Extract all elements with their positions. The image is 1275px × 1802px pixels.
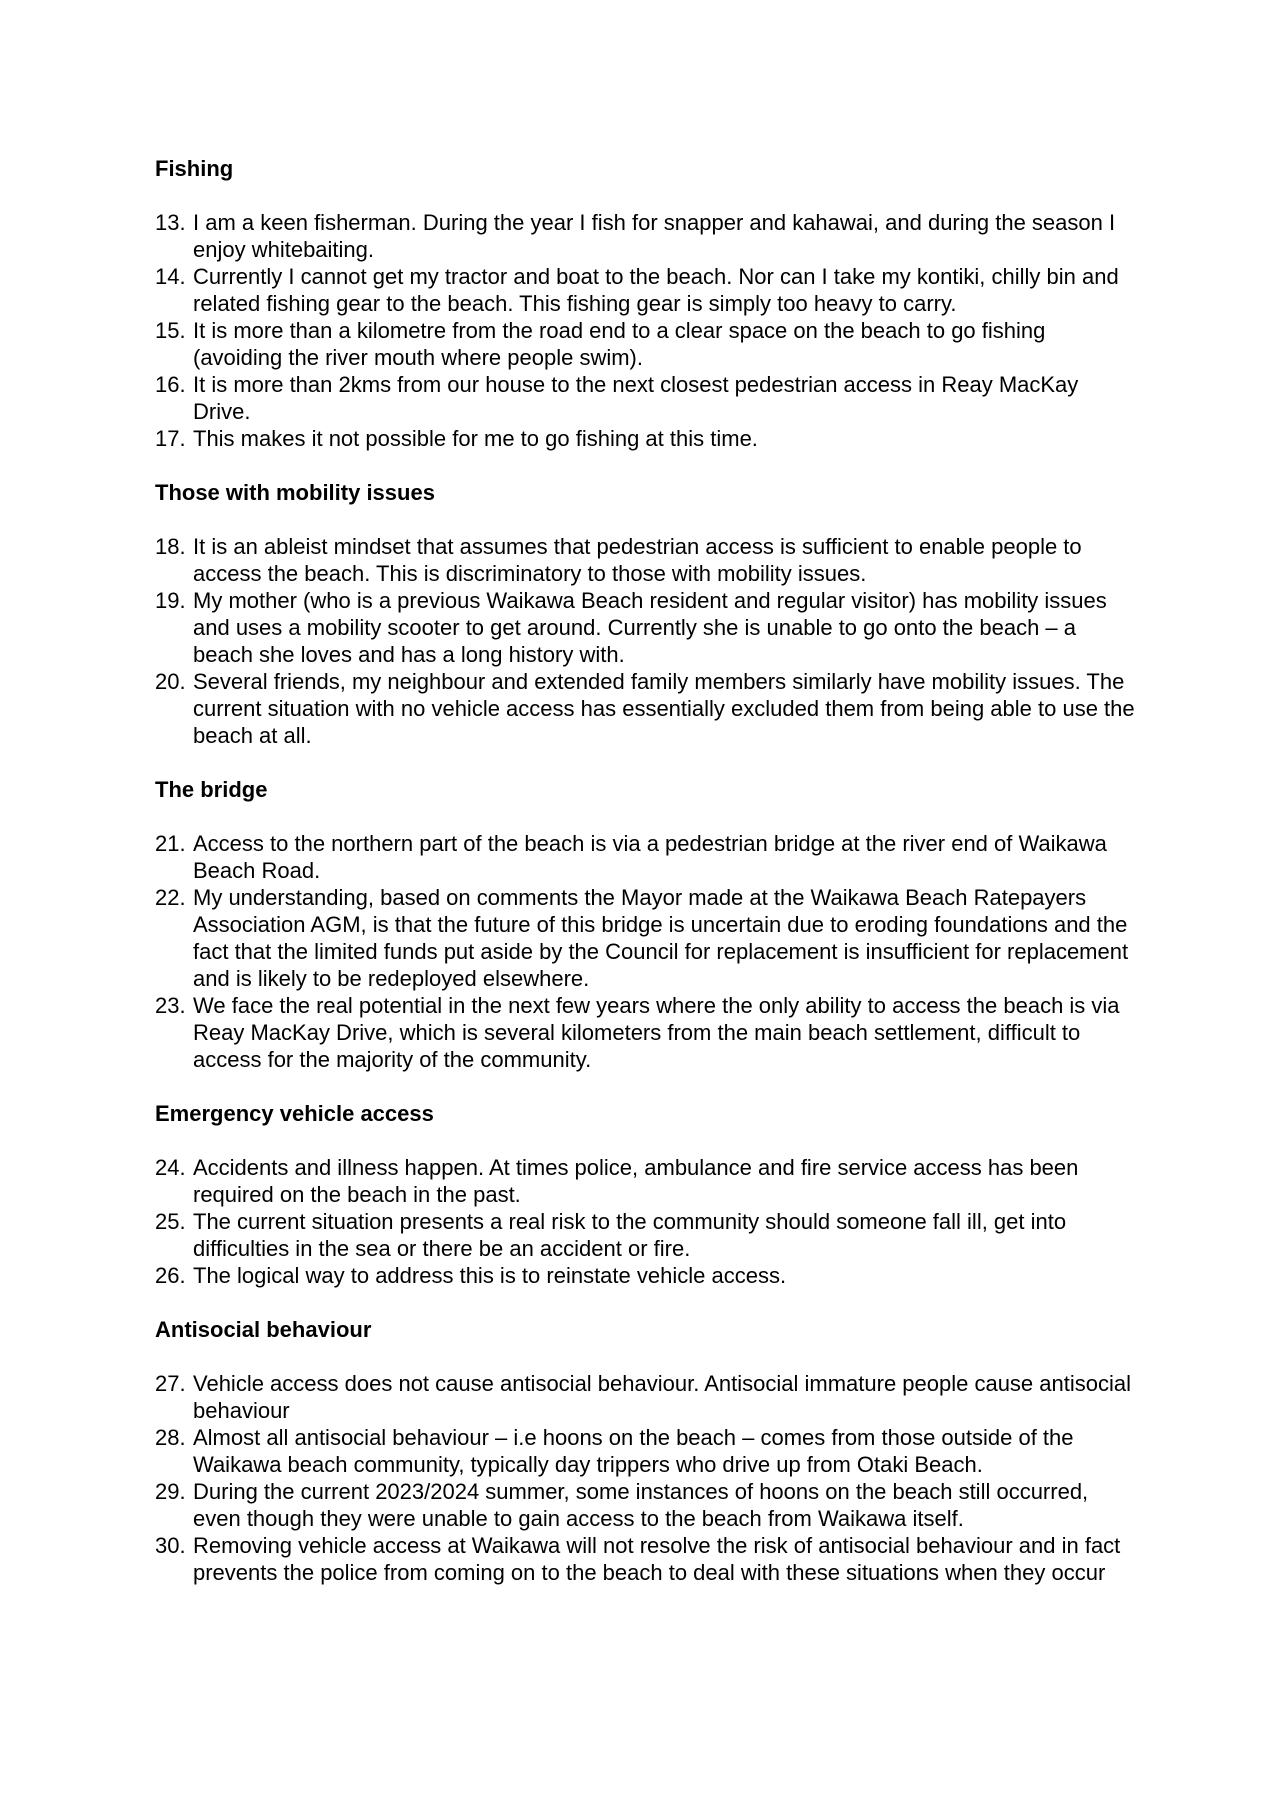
list-item: [155, 317, 1135, 371]
item-number: 15.: [155, 318, 186, 343]
item-number: 13.: [155, 210, 186, 235]
list-item: [155, 209, 1135, 263]
section-heading: Antisocial behaviour: [155, 1317, 372, 1342]
item-text: The current situation presents a real risk to the community should someone fall ill, get into difficulties in the sea or there be an accident or fire.: [193, 1209, 1067, 1261]
item-number: 26.: [155, 1263, 186, 1288]
list-item: [155, 884, 1135, 992]
item-number: 21.: [155, 831, 186, 856]
document-section: [155, 776, 1135, 1073]
section-heading: Those with mobility issues: [155, 480, 435, 505]
list-item: [155, 992, 1135, 1073]
item-number: 29.: [155, 1479, 186, 1504]
item-text: I am a keen fisherman. During the year I fish for snapper and kahawai, and during the season I enjoy whitebaiting.: [193, 210, 1116, 262]
numbered-list: [155, 209, 1135, 452]
document-section: [155, 155, 1135, 452]
section-heading: The bridge: [155, 777, 268, 802]
item-number: 16.: [155, 372, 186, 397]
section-heading: Emergency vehicle access: [155, 1101, 434, 1126]
list-item: [155, 425, 1135, 452]
list-item: [155, 1154, 1135, 1208]
item-number: 19.: [155, 588, 186, 613]
item-text: The logical way to address this is to reinstate vehicle access.: [193, 1263, 787, 1288]
item-number: 17.: [155, 426, 186, 451]
item-text: Accidents and illness happen. At times police, ambulance and fire service access has been required on the beach in the past.: [193, 1155, 1079, 1207]
numbered-list: [155, 533, 1135, 749]
numbered-list: [155, 1154, 1135, 1289]
item-number: 23.: [155, 993, 186, 1018]
item-number: 24.: [155, 1155, 186, 1180]
document-section: [155, 1100, 1135, 1289]
numbered-list: [155, 1370, 1135, 1586]
list-item: [155, 587, 1135, 668]
item-text: Vehicle access does not cause antisocial behaviour. Antisocial immature people cause antisocial behaviour: [193, 1371, 1131, 1423]
list-item: [155, 1478, 1135, 1532]
list-item: [155, 668, 1135, 749]
item-number: 20.: [155, 669, 186, 694]
list-item: [155, 1208, 1135, 1262]
list-item: [155, 371, 1135, 425]
item-text: It is more than 2kms from our house to the next closest pedestrian access in Reay MacKay Drive.: [193, 372, 1079, 424]
item-number: 27.: [155, 1371, 186, 1396]
item-text: Access to the northern part of the beach is via a pedestrian bridge at the river end of Waikawa Beach Road.: [193, 831, 1107, 883]
item-number: 28.: [155, 1425, 186, 1450]
item-text: My understanding, based on comments the Mayor made at the Waikawa Beach Ratepayers Association AGM, is that the future of this bridge is uncertain due to eroding foundations and the fact that the limited funds put aside by the Council for replacement is insufficient for replacement and is likely to be redeployed elsewhere.: [193, 885, 1129, 991]
item-text: Removing vehicle access at Waikawa will not resolve the risk of antisocial behaviour and in fact prevents the police from coming on to the beach to deal with these situations when they occur: [193, 1533, 1121, 1585]
item-text: Currently I cannot get my tractor and boat to the beach. Nor can I take my kontiki, chilly bin and related fishing gear to the beach. This fishing gear is simply too heavy to carry.: [193, 264, 1119, 316]
list-item: [155, 533, 1135, 587]
document-section: [155, 479, 1135, 749]
item-text: During the current 2023/2024 summer, some instances of hoons on the beach still occurred, even though they were unable to gain access to the beach from Waikawa itself.: [193, 1479, 1089, 1531]
document-body: [155, 155, 1135, 1613]
item-number: 30.: [155, 1533, 186, 1558]
item-text: It is more than a kilometre from the road end to a clear space on the beach to go fishing (avoiding the river mouth where people swim).: [193, 318, 1046, 370]
item-text: This makes it not possible for me to go fishing at this time.: [193, 426, 758, 451]
list-item: [155, 830, 1135, 884]
list-item: [155, 1424, 1135, 1478]
item-text: We face the real potential in the next few years where the only ability to access the beach is via Reay MacKay Drive, which is several kilometers from the main beach settlement, difficult to access for the majority of the community.: [193, 993, 1120, 1072]
document-section: [155, 1316, 1135, 1586]
section-heading: Fishing: [155, 156, 234, 181]
list-item: [155, 1370, 1135, 1424]
item-text: Several friends, my neighbour and extended family members similarly have mobility issues. The current situation with no vehicle access has essentially excluded them from being able to use the beach at all.: [193, 669, 1135, 748]
list-item: [155, 1262, 1135, 1289]
item-number: 14.: [155, 264, 186, 289]
item-text: My mother (who is a previous Waikawa Beach resident and regular visitor) has mobility issues and uses a mobility scooter to get around. Currently she is unable to go onto the beach – a beach she loves and has a long history with.: [193, 588, 1107, 667]
item-number: 18.: [155, 534, 186, 559]
item-text: Almost all antisocial behaviour – i.e hoons on the beach – comes from those outside of the Waikawa beach community, typically day trippers who drive up from Otaki Beach.: [193, 1425, 1074, 1477]
numbered-list: [155, 830, 1135, 1073]
list-item: [155, 263, 1135, 317]
item-number: 22.: [155, 885, 186, 910]
list-item: [155, 1532, 1135, 1586]
item-text: It is an ableist mindset that assumes that pedestrian access is sufficient to enable people to access the beach. This is discriminatory to those with mobility issues.: [193, 534, 1082, 586]
item-number: 25.: [155, 1209, 186, 1234]
